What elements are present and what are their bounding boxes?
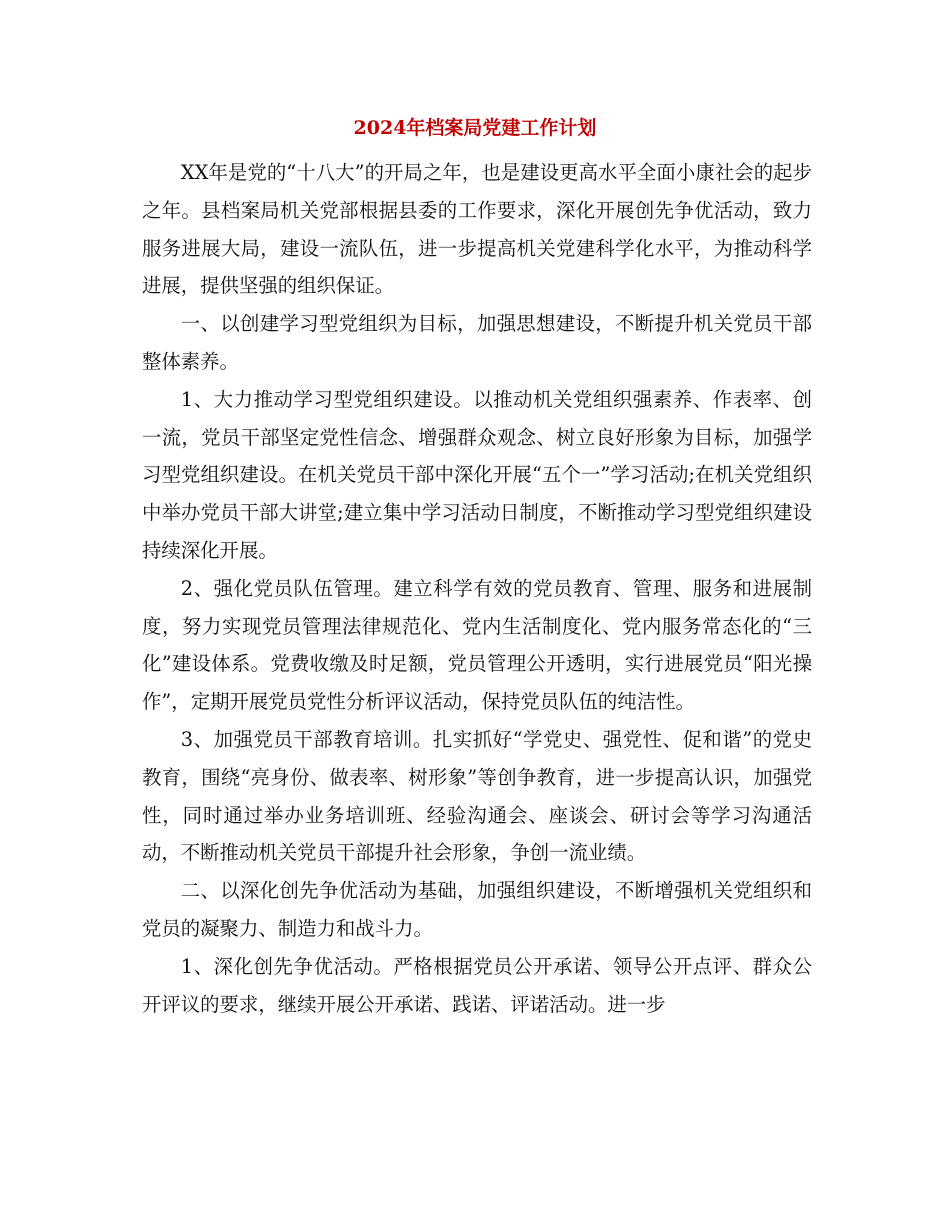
paragraph-item-1-3: 3、加强党员干部教育培训。扎实抓好“学党史、强党性、促和谐”的党史教育，围绕“亮身份、做表率、树形象”等创争教育，进一步提高认识，加强党性，同时通过举办业务培训班、经验沟通会、座谈会、研讨会等学习沟通活动，不断推动机关党员干部提升社会形象，争创一流业绩。 <box>142 727 812 865</box>
document-body <box>142 154 812 1023</box>
paragraph-item-1-2: 2、强化党员队伍管理。建立科学有效的党员教育、管理、服务和进展制度，努力实现党员管理法律规范化、党内生活制度化、党内服务常态化的“三化”建设体系。党费收缴及时足额，党员管理公开透明，实行进展党员“阳光操作”，定期开展党员党性分析评议活动，保持党员队伍的纯洁性。 <box>142 576 812 714</box>
document-title: 2024年档案局党建工作计划 <box>353 117 597 139</box>
paragraph-section-2-heading: 二、以深化创先争优活动为基础，加强组织建设，不断增强机关党组织和党员的凝聚力、制造力和战斗力。 <box>142 879 812 940</box>
paragraph-item-1-1: 1、大力推动学习型党组织建设。以推动机关党组织强素养、作表率、创一流，党员干部坚定党性信念、增强群众观念、树立良好形象为目标，加强学习型党组织建设。在机关党员干部中深化开展“五个一”学习活动;在机关党组织中举办党员干部大讲堂;建立集中学习活动日制度，不断推动学习型党组织建设持续深化开展。 <box>142 387 812 562</box>
paragraph-intro: XX年是党的“十八大”的开局之年，也是建设更高水平全面小康社会的起步之年。县档案局机关党部根据县委的工作要求，深化开展创先争优活动，致力服务进展大局，建设一流队伍，进一步提高机关党建科学化水平，为推动科学进展，提供坚强的组织保证。 <box>142 161 812 298</box>
paragraph-item-2-1: 1、深化创先争优活动。严格根据党员公开承诺、领导公开点评、群众公开评议的要求，继续开展公开承诺、践诺、评诺活动。进一步 <box>142 954 812 1016</box>
paragraph-section-1-heading: 一、以创建学习型党组织为目标，加强思想建设，不断提升机关党员干部整体素养。 <box>142 312 812 373</box>
